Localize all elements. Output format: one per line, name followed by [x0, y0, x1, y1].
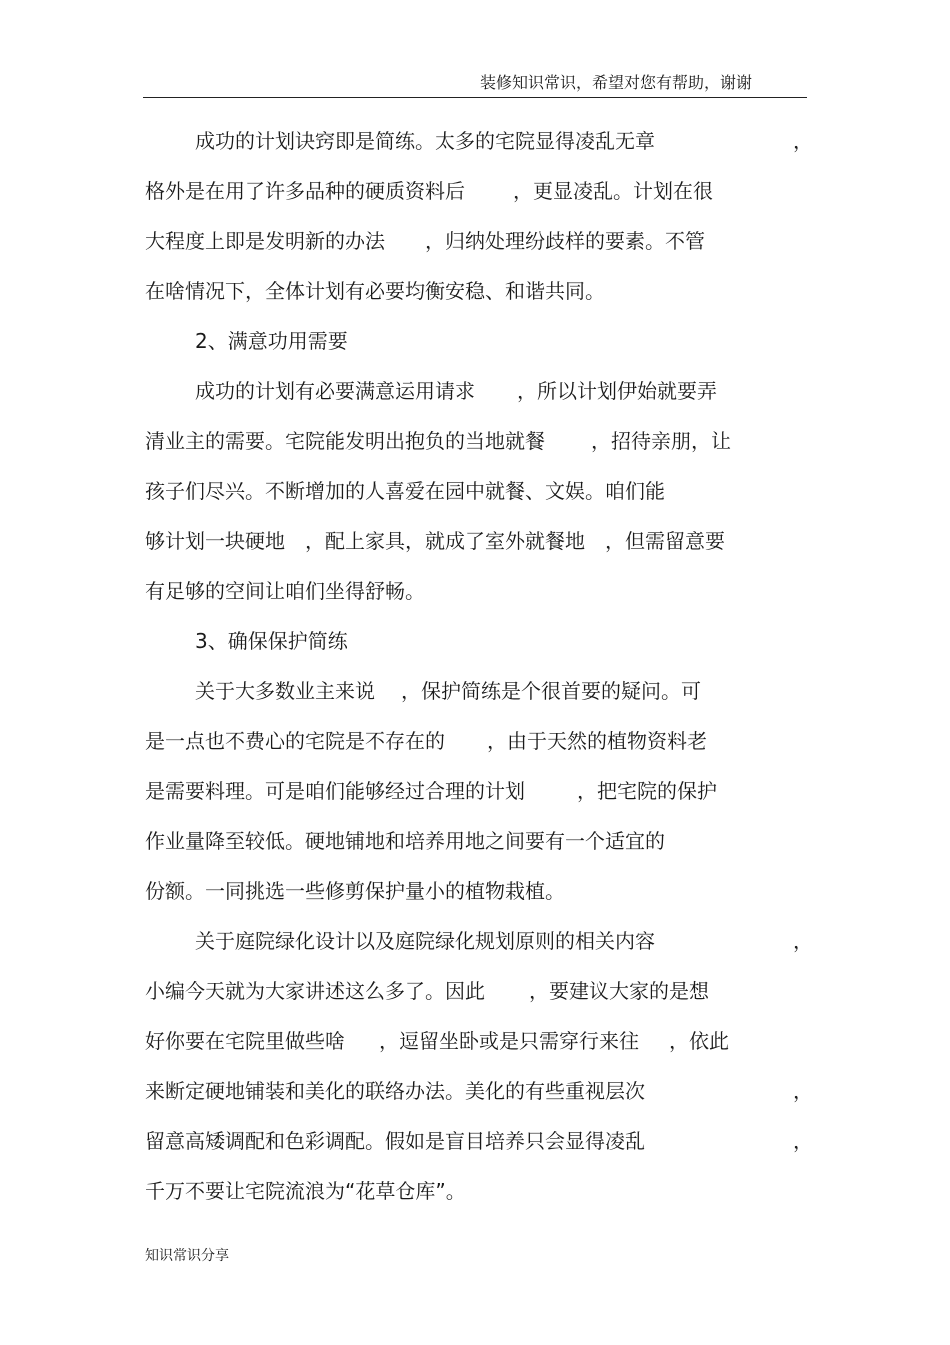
- text-run: ，: [793, 929, 813, 953]
- paragraph-line: [145, 876, 565, 906]
- text-run: ，招待亲朋，让: [591, 429, 731, 453]
- text-run: 来断定硬地铺装和美化的联络办法。美化的有些重视层次: [145, 1079, 645, 1103]
- text-run: 有足够的空间让咱们坐得舒畅。: [145, 579, 425, 603]
- text-run: 3、确保保护简练: [195, 629, 348, 653]
- text-run: ，: [793, 129, 813, 153]
- text-run: ，所以计划伊始就要弄: [517, 379, 717, 403]
- text-run: ，依此: [669, 1029, 729, 1053]
- paragraph-line: [195, 926, 655, 956]
- paragraph-line: [145, 1026, 729, 1056]
- text-run: 2、满意功用需要: [195, 329, 348, 353]
- text-run: ，更显凌乱。计划在很: [513, 179, 713, 203]
- paragraph-line: [145, 726, 707, 756]
- text-run: 成功的计划诀窍即是简练。太多的宅院显得凌乱无章: [195, 129, 655, 153]
- text-run: 份额。一同挑选一些修剪保护量小的植物栽植。: [145, 879, 565, 903]
- paragraph-line: [145, 976, 709, 1006]
- text-run: 作业量降至较低。硬地铺地和培养用地之间要有一个适宜的: [145, 829, 665, 853]
- text-run: 千万不要让宅院流浪为“花草仓库”。: [145, 1179, 466, 1203]
- paragraph-line: [145, 1126, 645, 1156]
- text-run: 格外是在用了许多品种的硬质资料后: [145, 179, 465, 203]
- paragraph-line: [145, 276, 605, 306]
- paragraph-line: [145, 576, 425, 606]
- text-run: ，配上家具，就成了室外就餐地: [305, 529, 585, 553]
- text-run: ，由于天然的植物资料老: [487, 729, 707, 753]
- text-run: 是一点也不费心的宅院是不存在的: [145, 729, 445, 753]
- paragraph-line: [195, 126, 655, 156]
- paragraph-line: [195, 376, 717, 406]
- paragraph-line: [145, 826, 665, 856]
- text-run: 是需要料理。可是咱们能够经过合理的计划: [145, 779, 525, 803]
- text-run: 够计划一块硬地: [145, 529, 285, 553]
- paragraph-line: [145, 1176, 466, 1206]
- page-header: 装修知识常识，希望对您有帮助，谢谢: [479, 73, 752, 92]
- text-run: ，要建议大家的是想: [529, 979, 709, 1003]
- paragraph-line: [195, 676, 701, 706]
- paragraph-line: [145, 526, 725, 556]
- text-run: 好你要在宅院里做些啥: [145, 1029, 345, 1053]
- text-run: ，把宅院的保护: [577, 779, 717, 803]
- text-run: ，归纳处理纷歧样的要素。不管: [425, 229, 705, 253]
- paragraph-line: [145, 776, 717, 806]
- text-run: ，: [793, 1079, 813, 1103]
- paragraph-line: [145, 476, 665, 506]
- header-divider: [143, 97, 807, 98]
- page-footer: 知识常识分享: [145, 1248, 229, 1264]
- text-run: 在啥情况下，全体计划有必要均衡安稳、和谐共同。: [145, 279, 605, 303]
- text-run: 留意高矮调配和色彩调配。假如是盲目培养只会显得凌乱: [145, 1129, 645, 1153]
- text-run: ，保护简练是个很首要的疑问。可: [401, 679, 701, 703]
- text-run: 大程度上即是发明新的办法: [145, 229, 385, 253]
- text-run: ，逗留坐卧或是只需穿行来往: [379, 1029, 639, 1053]
- text-run: 小编今天就为大家讲述这么多了。因此: [145, 979, 485, 1003]
- text-run: 孩子们尽兴。不断增加的人喜爱在园中就餐、文娱。咱们能: [145, 479, 665, 503]
- text-run: 清业主的需要。宅院能发明出抱负的当地就餐: [145, 429, 545, 453]
- section-heading: [195, 626, 348, 656]
- text-run: 关于大多数业主来说: [195, 679, 375, 703]
- text-run: 成功的计划有必要满意运用请求: [195, 379, 475, 403]
- paragraph-line: [145, 226, 705, 256]
- section-heading: [195, 326, 348, 356]
- paragraph-line: [145, 426, 731, 456]
- paragraph-line: [145, 176, 713, 206]
- text-run: ，: [793, 1129, 813, 1153]
- text-run: ，但需留意要: [605, 529, 725, 553]
- paragraph-line: [145, 1076, 645, 1106]
- text-run: 关于庭院绿化设计以及庭院绿化规划原则的相关内容: [195, 929, 655, 953]
